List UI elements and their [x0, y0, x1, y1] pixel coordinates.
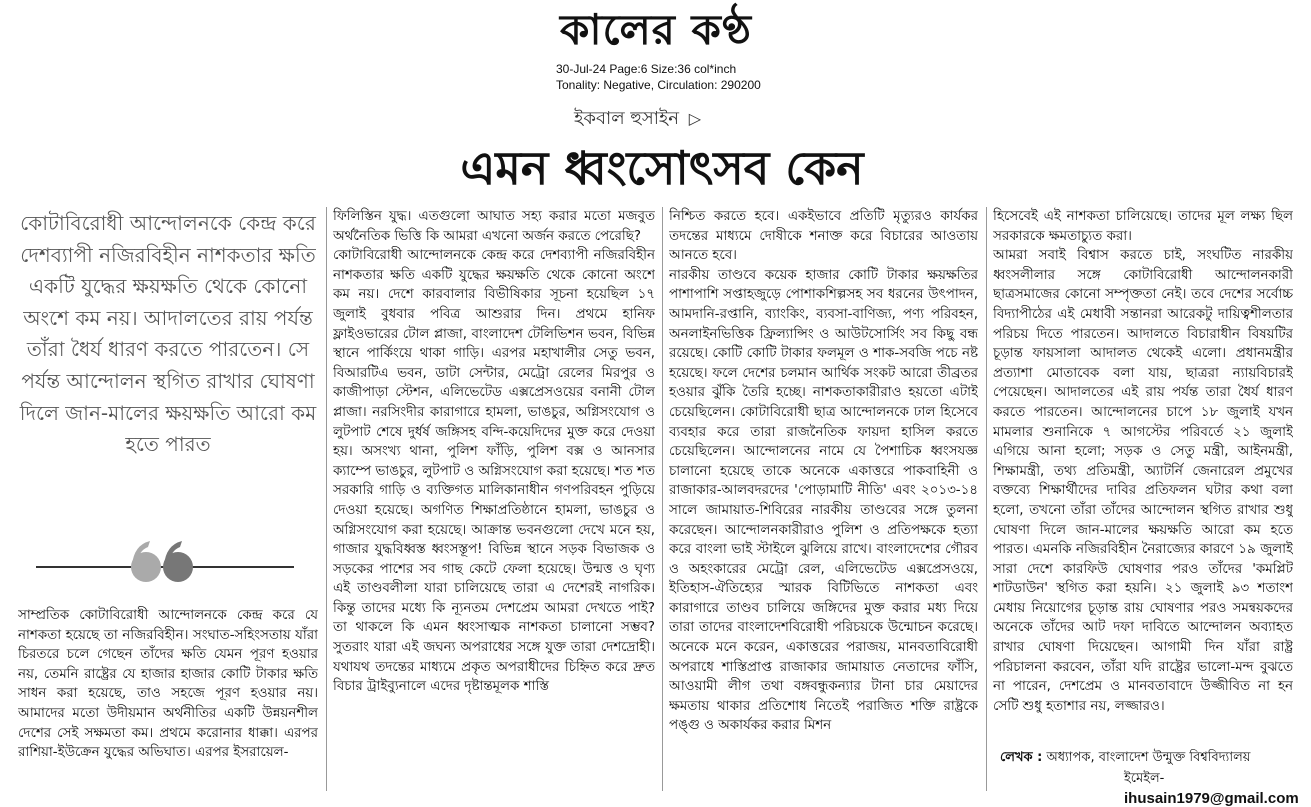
pull-quote: কোটাবিরোধী আন্দোলনকে কেন্দ্র করে দেশব্যাপী নজিরবিহীন নাশকতার ক্ষতি একটি যুদ্ধের ক্ষয়ক্ষতি থেকে কোনো অংশে কম নয়। আদালতের রায় পর্যন্ত তাঁরা ধৈর্য ধারণ করতে পারতেন। সে পর্যন্ত আন্দোলন স্থগিত রাখার ঘোষণা দিলে জান-মালের ক্ষয়ক্ষতি আরো কম হতে পারত — [19, 211, 317, 457]
author-email: ihusain1979@gmail.com — [1124, 790, 1299, 807]
article-paragraph: নিশ্চিত করতে হবে। একইভাবে প্রতিটি মৃত্যুরও কার্যকর তদন্তের মাধ্যমে দোষীকে শনাক্ত করে বিচারের আওতায় আনতে হবে। — [669, 209, 978, 264]
article-paragraph: হিসেবেই এই নাশকতা চালিয়েছে। তাদের মূল লক্ষ্য ছিল সরকারকে ক্ষমতাচ্যুত করা। — [993, 209, 1293, 244]
clip-meta-line-2: Tonality: Negative, Circulation: 290200 — [556, 78, 761, 92]
triangle-marker-icon: ▷ — [688, 109, 702, 128]
article-paragraph: সাম্প্রতিক কোটাবিরোধী আন্দোলনকে কেন্দ্র করে যে নাশকতা হয়েছে তা নজিরবিহীন। সংঘাত-সহিংসতায় যাঁরা চিরতরে চলে গেছেন তাঁদের ক্ষতি যেমন পূরণ হওয়ার নয়, তেমনি রাষ্ট্রের যে হাজার হাজার কোটি টাকার ক্ষতি সাধন করা হয়েছে, তাও সহজে পূরণ হওয়ার নয়। আমাদের মতো উদীয়মান অর্থনীতির একটি উন্নয়নশীল দেশের সেই সক্ষমতা কম। প্রথমে করোনার ধাক্কা। এরপর রাশিয়া-ইউক্রেন যুদ্ধের অভিঘাত। এরপর ইসরায়েল- — [18, 608, 318, 761]
quote-mark-icon — [126, 535, 196, 585]
clip-meta-line-1: 30-Jul-24 Page:6 Size:36 col*inch — [556, 62, 737, 76]
article-column-3 — [669, 207, 978, 797]
column-divider — [986, 207, 987, 791]
article-paragraph: আমরা সবাই বিশ্বাস করতে চাই, সংঘটিত নারকীয় ধ্বংসলীলার সঙ্গে কোটাবিরোধী আন্দোলনকারী ছাত্রসমাজের কোনো সম্পৃক্ততা নেই। তবে দেশের সর্বোচ্চ বিদ্যাপীঠের এই মেধাবী সন্তানরা আরেকটু দায়িত্বশীলতার পরিচয় দিতে পারতেন। আদালতে বিচারাধীন বিষয়টির চূড়ান্ত ফায়সালা আদালত থেকেই এলো। প্রধানমন্ত্রীর প্রত্যাশা মোতাবেক বলা যায়, ছাত্ররা ন্যায়বিচারই পেয়েছেন। আদালতের এই রায় পর্যন্ত তারা ধৈর্য ধারণ করতে পারতেন। আন্দোলনের চাপে ১৮ জুলাই যখন মামলার শুনানিকে ৭ আগস্টের পরিবর্তে ২১ জুলাই এগিয়ে আনা হলো; সড়ক ও সেতু মন্ত্রী, আইনমন্ত্রী, শিক্ষামন্ত্রী, তথ্য প্রতিমন্ত্রী, অ্যাটর্নি জেনারেল প্রমুখের বক্তব্যে শিক্ষার্থীদের দাবির প্রতিফলন ঘটার কথা বলা হলো, তখনো তাঁরা তাঁদের আন্দোলন স্থগিত রাখার শুধু ঘোষণা দিলে জান-মালের ক্ষয়ক্ষতি আরো কম হতে পারত। এমনকি নজিরবিহীন নৈরাজ্যের কারণে ১৯ জুলাই সারা দেশে কারফিউ ঘোষণার পরও তাঁদের 'কমপ্লিট শাটডাউন' স্থগিত করা হয়নি। ২১ জুলাই ৯৩ শতাংশ মেধায় নিয়োগের চূড়ান্ত রায় ঘোষণার পরও সমন্বয়কদের অনেকে তাঁদের আট দফা দাবিতে আন্দোলন অব্যাহত রাখার ঘোষণা দিয়েছেন। আগামী দিন যাঁরা রাষ্ট্র পরিচালনা করবেন, তাঁরা যদি রাষ্ট্রের ভালো-মন্দ বুঝতে না পারেন, দেশপ্রেম ও মানবতাবাদে উজ্জীবিত না হন সেটি শুধু হতাশার নয়, লজ্জারও। — [993, 248, 1293, 714]
author-email-line — [1124, 769, 1311, 807]
article-column-4 — [993, 207, 1293, 763]
article-column-2 — [333, 207, 655, 797]
article-paragraph: ফিলিস্তিন যুদ্ধ। এতগুলো আঘাত সহ্য করার মতো মজবুত অর্থনৈতিক ভিত্তি কি আমরা এখনো অর্জন করতে পেরেছি? — [333, 209, 655, 244]
author-name: ইকবাল হুসাইন — [574, 108, 680, 129]
signature-label: লেখক : — [1000, 750, 1043, 765]
author-title: অধ্যাপক, বাংলাদেশ উন্মুক্ত বিশ্ববিদ্যালয় — [1046, 750, 1251, 765]
column-divider — [662, 207, 663, 791]
article-paragraph: নারকীয় তাণ্ডবে কয়েক হাজার কোটি টাকার ক্ষয়ক্ষতির পাশাপাশি সপ্তাহজুড়ে পোশাকশিল্পসহ সব ধরনের উৎপাদন, আমদানি-রপ্তানি, ব্যাংকিং, ব্যবসা-বাণিজ্য, পণ্য পরিবহন, অনলাইনভিত্তিক ফ্রিল্যান্সিং ও আউটসোর্সিং সব কিছু বন্ধ রয়েছে। কোটি কোটি টাকার ফলমূল ও শাক-সবজি পচে নষ্ট হয়েছে। ফলে দেশের চলমান আর্থিক সংকট আরো তীব্রতর হওয়ার ঝুঁকি তৈরি হচ্ছে। নাশকতাকারীরাও হয়তো এটাই চেয়েছিলেন। কোটাবিরোধী ছাত্র আন্দোলনকে ঢাল হিসেবে ব্যবহার করে তারা রাজনৈতিক ফায়দা হাসিল করতে চেয়েছিলেন। আন্দোলনের নামে যে পৈশাচিক ধ্বংসযজ্ঞ চালানো হয়েছে তাকে অনেকে একাত্তরে পাকবাহিনী ও রাজাকার-আলবদরদের 'পোড়ামাটি নীতি' এবং ২০১৩-১৪ সালে জামায়াত-শিবিরের নারকীয় তাণ্ডবের সঙ্গে তুলনা করেছেন। আন্দোলনকারীরাও পুলিশ ও প্রতিপক্ষকে হত্যা করে বাংলা ভাই স্টাইলে ঝুলিয়ে রাখে। বাংলাদেশের গৌরব ও অহংকারের মেট্রো রেল, এলিভেটেড এক্সপ্রেসওয়ে, ইতিহাস-ঐতিহ্যের স্মারক বিটিভিতে নাশকতা এবং কারাগারে তাণ্ডব চালিয়ে জঙ্গিদের মুক্ত করার মধ্য দিয়ে তারা তাদের বাংলাদেশবিরোধী পরিচয়কে উন্মোচন করেছে। অনেকে মনে করেন, একাত্তরের পরাজয়, মানবতাবিরোধী অপরাধে শাস্তিপ্রাপ্ত রাজাকার জামায়াত নেতাদের ফাঁসি, আওয়ামী লীগ তথা বঙ্গবন্ধুকন্যার টানা চার মেয়াদের ক্ষমতায় থাকার প্রতিশোধ নিতেই পরাজিত শক্তি রাষ্ট্রকে পঙ্গু ও অকার্যকর করার মিশন — [669, 267, 978, 734]
article-column-1 — [18, 606, 318, 792]
email-label: ইমেইল- — [1124, 771, 1165, 786]
newspaper-masthead-logo: কালের কণ্ঠ — [560, 5, 752, 54]
article-paragraph: কোটাবিরোধী আন্দোলনকে কেন্দ্র করে দেশব্যাপী নজিরবিহীন নাশকতার ক্ষতি একটি যুদ্ধের ক্ষয়ক্ষতি থেকে কোনো অংশে কম নয়। দেশে কারবালার বিভীষিকার সূচনা হয়েছিল ১৭ জুলাই বুধবার পবিত্র আশুরার দিন। প্রথমে হানিফ ফ্লাইওভারের টোল প্লাজা, বাংলাদেশ টেলিভিশন ভবন, বিভিন্ন স্থানে পার্কিংয়ে থাকা গাড়ি। এরপর মহাখালীর সেতু ভবন, বিআরটিএ ভবন, ডাটা সেন্টার, মেট্রো রেলের মিরপুর ও কাজীপাড়া স্টেশন, এলিভেটেড এক্সপ্রেসওয়ের বনানী টোল প্লাজা। নরসিংদীর কারাগারে হামলা, ভাঙচুর, অগ্নিসংযোগ ও লুটপাট শেষে দুর্ধর্ষ জঙ্গিসহ বন্দি-কয়েদিদের মুক্ত করে দেওয়া হয়। অসংখ্য থানা, পুলিশ ফাঁড়ি, পুলিশ বক্স ও আনসার ক্যাম্পে ভাঙচুর, লুটপাট ও অগ্নিসংযোগ করা হয়েছে। শত শত সরকারি গাড়ি ও ব্যক্তিগত মালিকানাধীন গণপরিবহন পুড়িয়ে দেওয়া হয়েছে। অগণিত শিক্ষাপ্রতিষ্ঠানে হামলা, ভাঙচুর ও অগ্নিসংযোগ করা হয়েছে। আক্রান্ত ভবনগুলো দেখে মনে হয়, গাজার যুদ্ধবিধ্বস্ত ধ্বংসস্তূপ! বিভিন্ন স্থানে সড়ক বিভাজক ও সড়কের পাশের সব গাছ কেটে ফেলা হয়েছে। উন্মত্ত ও ঘৃণ্য এই তাণ্ডবলীলা যারা চালিয়েছে তারা এ দেশেরই নাগরিক। কিন্তু তাদের মধ্যে কি ন্যূনতম দেশপ্রেম আমরা দেখতে পাই? তা থাকলে কি এমন ধ্বংসাত্মক নাশকতা চালানো সম্ভব? সুতরাং যারা এই জঘন্য অপরাধের সঙ্গে যুক্ত তারা দেশদ্রোহী। যথাযথ তদন্তের মাধ্যমে প্রকৃত অপরাধীদের চিহ্নিত করে দ্রুত বিচার ট্রাইব্যুনালে এদের দৃষ্টান্তমূলক শাস্তি — [333, 248, 655, 695]
byline — [574, 104, 701, 135]
author-signature — [1000, 748, 1250, 769]
article-headline: এমন ধ্বংসোৎসব কেন — [460, 141, 864, 195]
column-divider — [326, 207, 327, 791]
